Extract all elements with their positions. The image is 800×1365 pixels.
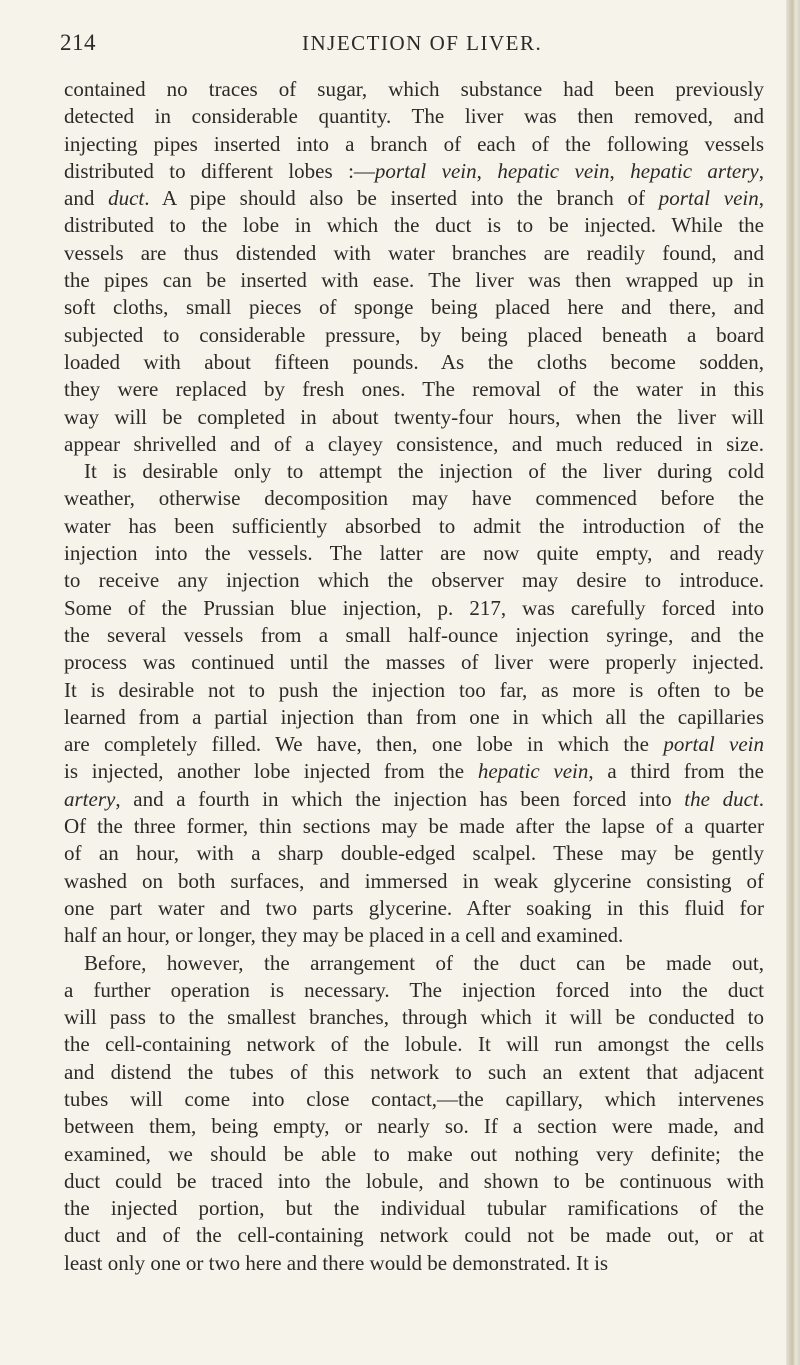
text-line: [64, 758, 764, 785]
text-segment: duct could be traced into the lobule, and shown to be continuous with: [64, 1168, 764, 1193]
text-line: [64, 1031, 764, 1058]
text-line: [64, 240, 764, 267]
text-segment: weather, otherwise decomposition may have commenced before the: [64, 486, 764, 511]
text-line: [64, 1141, 764, 1168]
text-segment: the several vessels from a small half-ounce injection syringe, and the: [64, 622, 764, 647]
text-segment: the pipes can be inserted with ease. The liver was then wrapped up in: [64, 268, 764, 293]
text-segment: loaded with about fifteen pounds. As the cloths become sodden,: [64, 349, 764, 374]
italic-term: hepatic vein: [477, 759, 589, 784]
italic-term: duct: [108, 186, 145, 211]
text-segment: a further operation is necessary. The injection forced into the duct: [64, 977, 764, 1002]
text-line: [64, 1086, 764, 1113]
text-segment: ,: [476, 158, 498, 183]
text-segment: ,: [758, 158, 765, 183]
text-segment: they were replaced by fresh ones. The removal of the water in this: [64, 377, 764, 402]
text-segment: subjected to considerable pressure, by being placed beneath a board: [64, 322, 764, 347]
text-segment: Of the three former, thin sections may be made after the lapse of a quarter: [64, 814, 764, 839]
body-text: [64, 76, 764, 1277]
text-segment: will pass to the smallest branches, through which it will be conducted to: [64, 1005, 764, 1030]
text-segment: vessels are thus distended with water branches are readily found, and: [64, 240, 764, 265]
text-segment: appear shrivelled and of a clayey consistence, and much reduced in size.: [64, 431, 764, 456]
italic-term: portal vein: [374, 158, 477, 183]
text-line: [64, 458, 764, 485]
text-segment: , a third from the: [588, 759, 764, 784]
text-segment: , and a fourth in which the injection has been forced into: [115, 786, 685, 811]
text-segment: washed on both surfaces, and immersed in weak glycerine consisting of: [64, 868, 764, 893]
text-segment: soft cloths, small pieces of sponge being placed here and there, and: [64, 295, 764, 320]
text-line: [64, 76, 764, 103]
text-line: [64, 622, 764, 649]
text-line: [64, 185, 764, 212]
italic-term: portal vein: [663, 732, 764, 757]
text-segment: . A pipe should also be inserted into the branch of: [144, 186, 659, 211]
italic-term: hepatic artery: [630, 158, 759, 183]
text-line: [64, 731, 764, 758]
text-line: [64, 103, 764, 130]
text-segment: It is desirable not to push the injection too far, as more is often to be: [64, 677, 764, 702]
text-segment: ,: [609, 158, 631, 183]
text-segment: Some of the Prussian blue injection, p. 217, was carefully forced into: [64, 595, 764, 620]
text-segment: of an hour, with a sharp double-edged scalpel. These may be gently: [64, 841, 764, 866]
page-number: 214: [60, 30, 96, 55]
text-segment: way will be completed in about twenty-four hours, when the liver will: [64, 404, 764, 429]
text-segment: It is desirable only to attempt the injection of the liver during cold: [84, 459, 764, 484]
text-segment: learned from a partial injection than from one in which all the capillaries: [64, 704, 764, 729]
text-segment: contained no traces of sugar, which substance had been previously: [64, 77, 764, 101]
text-line: [64, 677, 764, 704]
text-line: [64, 376, 764, 403]
text-line: [64, 1059, 764, 1086]
text-line: [64, 813, 764, 840]
text-line: [64, 349, 764, 376]
text-line: [64, 513, 764, 540]
italic-term: the duct: [684, 786, 759, 811]
text-segment: and: [64, 186, 109, 211]
text-line: [64, 485, 764, 512]
page-edge: [786, 0, 800, 1365]
text-segment: duct and of the cell-containing network could not be made out, or at: [64, 1223, 764, 1248]
text-segment: are completely filled. We have, then, one lobe in which the: [64, 732, 664, 757]
text-line: [64, 1004, 764, 1031]
text-line: [64, 322, 764, 349]
text-segment: half an hour, or longer, they may be placed in a cell and examined.: [64, 923, 624, 948]
italic-term: portal vein: [658, 186, 759, 211]
text-segment: distributed to the lobe in which the duct is to be injected. While the: [64, 213, 764, 238]
page-header: [60, 30, 770, 64]
text-line: [64, 1195, 764, 1222]
text-line: [64, 977, 764, 1004]
text-segment: and distend the tubes of this network to such an extent that adjacent: [64, 1059, 764, 1084]
text-segment: injecting pipes inserted into a branch of each of the following vessels: [64, 131, 764, 156]
text-line: [64, 158, 764, 185]
text-segment: process was continued until the masses of liver were properly injected.: [64, 650, 764, 675]
text-line: [64, 404, 764, 431]
text-segment: distributed to different lobes :—: [64, 158, 375, 183]
text-segment: ,: [758, 186, 764, 211]
text-line: [64, 1222, 764, 1249]
text-line: [64, 431, 764, 458]
text-line: [64, 567, 764, 594]
text-line: [64, 212, 764, 239]
text-line: [64, 294, 764, 321]
text-segment: to receive any injection which the observer may desire to introduce.: [64, 568, 764, 593]
text-line: [64, 922, 764, 949]
text-line: [64, 1250, 764, 1277]
text-line: [64, 267, 764, 294]
text-line: [64, 1113, 764, 1140]
italic-term: artery: [64, 786, 116, 811]
text-segment: examined, we should be able to make out nothing very definite; the: [64, 1141, 764, 1166]
running-head: INJECTION OF LIVER.: [302, 31, 543, 55]
text-segment: between them, being empty, or nearly so. If a section were made, and: [64, 1114, 764, 1139]
text-line: [64, 895, 764, 922]
text-line: [64, 950, 764, 977]
text-segment: tubes will come into close contact,—the capillary, which intervenes: [64, 1086, 764, 1111]
text-segment: is injected, another lobe injected from the: [64, 759, 478, 784]
text-line: [64, 540, 764, 567]
text-line: [64, 704, 764, 731]
text-segment: Before, however, the arrangement of the duct can be made out,: [84, 950, 764, 975]
text-segment: detected in considerable quantity. The liver was then removed, and: [64, 104, 764, 129]
text-segment: injection into the vessels. The latter are now quite empty, and ready: [64, 541, 764, 566]
text-segment: .: [758, 786, 765, 811]
italic-term: hepatic vein: [497, 158, 610, 183]
text-segment: one part water and two parts glycerine. After soaking in this fluid for: [64, 895, 764, 920]
text-line: [64, 868, 764, 895]
text-segment: the cell-containing network of the lobule. It will run amongst the cells: [64, 1032, 764, 1057]
text-line: [64, 786, 764, 813]
text-line: [64, 840, 764, 867]
text-segment: least only one or two here and there would be demonstrated. It is: [64, 1250, 609, 1275]
text-line: [64, 1168, 764, 1195]
text-line: [64, 131, 764, 158]
text-segment: the injected portion, but the individual tubular ramifications of the: [64, 1196, 764, 1221]
text-segment: water has been sufficiently absorbed to admit the introduction of the: [64, 513, 764, 538]
text-line: [64, 649, 764, 676]
text-line: [64, 595, 764, 622]
